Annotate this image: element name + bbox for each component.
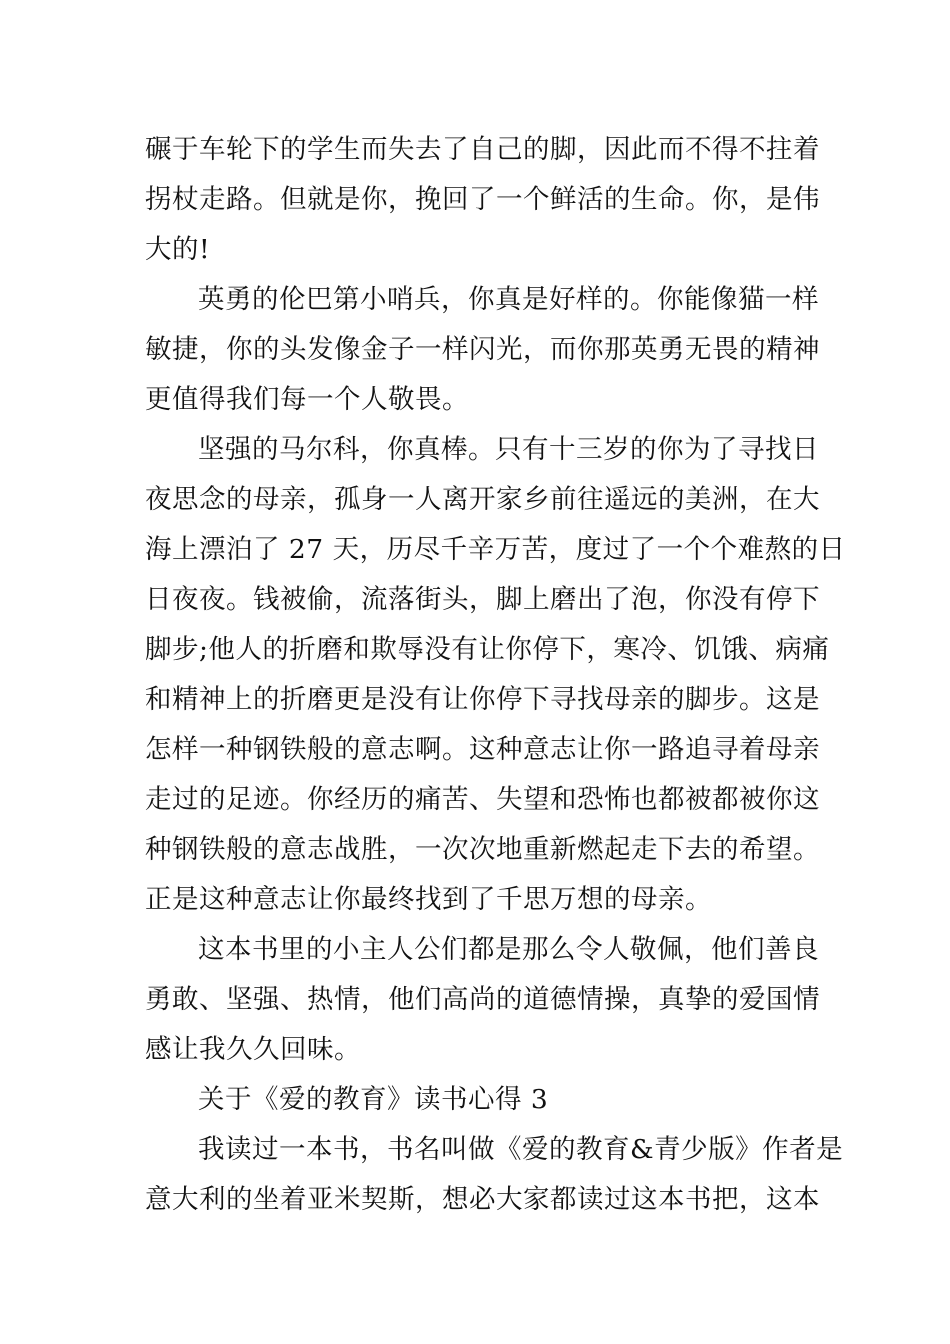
text-line: 感让我久久回味。 <box>145 1034 361 1065</box>
text-line: 怎样一种钢铁般的意志啊。这种意志让你一路追寻着母亲 <box>145 734 820 765</box>
text-line: 碾于车轮下的学生而失去了自己的脚，因此而不得不拄着 <box>145 134 820 165</box>
text-line: 敏捷，你的头发像金子一样闪光，而你那英勇无畏的精神 <box>145 334 820 365</box>
paragraph-start-line: 坚强的马尔科，你真棒。只有十三岁的你为了寻找日 <box>198 434 819 465</box>
text-line: 和精神上的折磨更是没有让你停下寻找母亲的脚步。这是 <box>145 684 820 715</box>
text-line: 种钢铁般的意志战胜，一次次地重新燃起走下去的希望。 <box>145 834 820 865</box>
paragraph-start-line: 英勇的伦巴第小哨兵，你真是好样的。你能像猫一样 <box>198 284 819 315</box>
text-line: 走过的足迹。你经历的痛苦、失望和恐怖也都被都被你这 <box>145 784 820 815</box>
text-line: 更值得我们每一个人敬畏。 <box>145 384 469 415</box>
text-line: 正是这种意志让你最终找到了千思万想的母亲。 <box>145 884 712 915</box>
paragraph-start-line: 我读过一本书，书名叫做《爱的教育&青少版》作者是 <box>198 1134 844 1165</box>
text-line: 夜思念的母亲，孤身一人离开家乡前往遥远的美洲，在大 <box>145 484 820 515</box>
text-line: 意大利的坐着亚米契斯，想必大家都读过这本书把，这本 <box>145 1184 820 1215</box>
text-line: 日夜夜。钱被偷，流落街头，脚上磨出了泡，你没有停下 <box>145 584 820 615</box>
text-line: 勇敢、坚强、热情，他们高尚的道德情操，真挚的爱国情 <box>145 984 820 1015</box>
text-line: 拐杖走路。但就是你，挽回了一个鲜活的生命。你，是伟 <box>145 184 820 215</box>
text-line: 大的! <box>145 234 211 265</box>
paragraph-start-line: 这本书里的小主人公们都是那么令人敬佩，他们善良 <box>198 934 819 965</box>
text-line: 脚步;他人的折磨和欺辱没有让你停下，寒冷、饥饿、病痛 <box>145 634 830 665</box>
section-heading: 关于《爱的教育》读书心得 3 <box>198 1084 549 1115</box>
text-line: 海上漂泊了 27 天，历尽千辛万苦，度过了一个个难熬的日 <box>145 534 846 565</box>
